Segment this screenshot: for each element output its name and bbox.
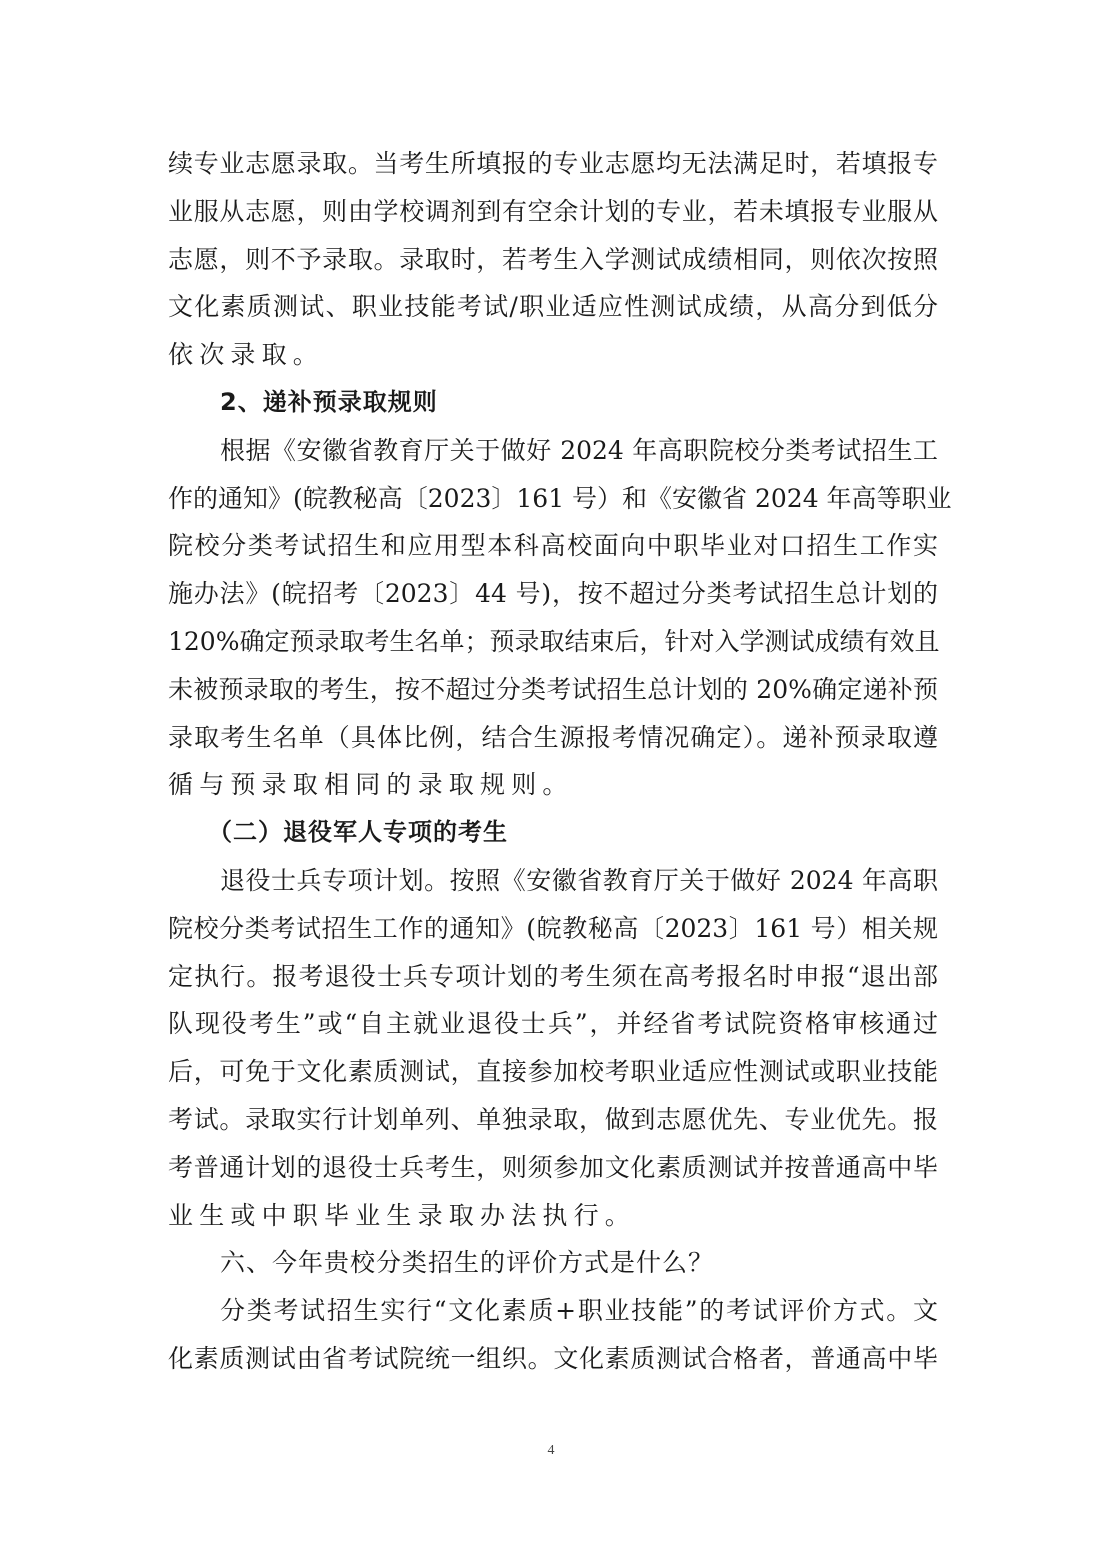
- text-line: 业生或中职毕业生录取办法执行。: [168, 1200, 637, 1230]
- text-line: 120%确定预录取考生名单；预录取结束后，针对入学测试成绩有效且: [168, 626, 940, 656]
- text-line: 院校分类考试招生和应用型本科高校面向中职毕业对口招生工作实: [168, 531, 938, 561]
- text-line: 根据《安徽省教育厅关于做好 2024 年高职院校分类考试招生工: [220, 435, 938, 465]
- text-line: 队现役考生”或“自主就业退役士兵”，并经省考试院资格审核通过: [168, 1009, 938, 1039]
- text-line: 院校分类考试招生工作的通知》(皖教秘高〔2023〕161 号）相关规: [168, 913, 938, 943]
- text-line: 施办法》(皖招考〔2023〕44 号)，按不超过分类考试招生总计划的: [168, 579, 938, 609]
- text-line: 业服从志愿，则由学校调剂到有空余计划的专业，若未填报专业服从: [168, 196, 938, 226]
- text-line: 考普通计划的退役士兵考生，则须参加文化素质测试并按普通高中毕: [168, 1152, 938, 1182]
- paragraph-veterans-plan: [168, 857, 938, 1239]
- section-heading-evaluation-method: 六、今年贵校分类招生的评价方式是什么？: [220, 1248, 715, 1278]
- text-line: 退役士兵专项计划。按照《安徽省教育厅关于做好 2024 年高职: [220, 865, 938, 895]
- text-line: 循与预录取相同的录取规则。: [168, 770, 574, 800]
- paragraph-supplementary-rules: [168, 427, 952, 809]
- section-heading-supplementary-admission: 2、递补预录取规则: [220, 387, 438, 416]
- text-line: 后，可免于文化素质测试，直接参加校考职业适应性测试或职业技能: [168, 1057, 938, 1087]
- paragraph-admission-continuation: [168, 140, 938, 379]
- text-line: 定执行。报考退役士兵专项计划的考生须在高考报名时申报“退出部: [168, 961, 938, 991]
- text-line: 依次录取。: [168, 340, 325, 370]
- page-number: 4: [547, 1443, 555, 1458]
- text-line: 志愿，则不予录取。录取时，若考生入学测试成绩相同，则依次按照: [168, 244, 938, 274]
- text-line: 分类考试招生实行“文化素质+职业技能”的考试评价方式。文: [220, 1296, 938, 1326]
- text-line: 文化素质测试、职业技能考试/职业适应性测试成绩，从高分到低分: [168, 292, 938, 322]
- paragraph-evaluation-method: [168, 1287, 938, 1383]
- text-line: 化素质测试由省考试院统一组织。文化素质测试合格者，普通高中毕: [168, 1343, 938, 1373]
- document-page: [168, 140, 952, 1383]
- section-heading-veterans: （二）退役军人专项的考生: [208, 818, 508, 847]
- text-line: 未被预录取的考生，按不超过分类考试招生总计划的 20%确定递补预: [168, 674, 938, 704]
- text-line: 续专业志愿录取。当考生所填报的专业志愿均无法满足时，若填报专: [168, 149, 938, 178]
- text-line: 考试。录取实行计划单列、单独录取，做到志愿优先、专业优先。报: [168, 1104, 938, 1134]
- text-line: 录取考生名单（具体比例，结合生源报考情况确定）。递补预录取遵: [168, 722, 938, 752]
- text-line: 作的通知》(皖教秘高〔2023〕161 号）和《安徽省 2024 年高等职业: [168, 483, 952, 513]
